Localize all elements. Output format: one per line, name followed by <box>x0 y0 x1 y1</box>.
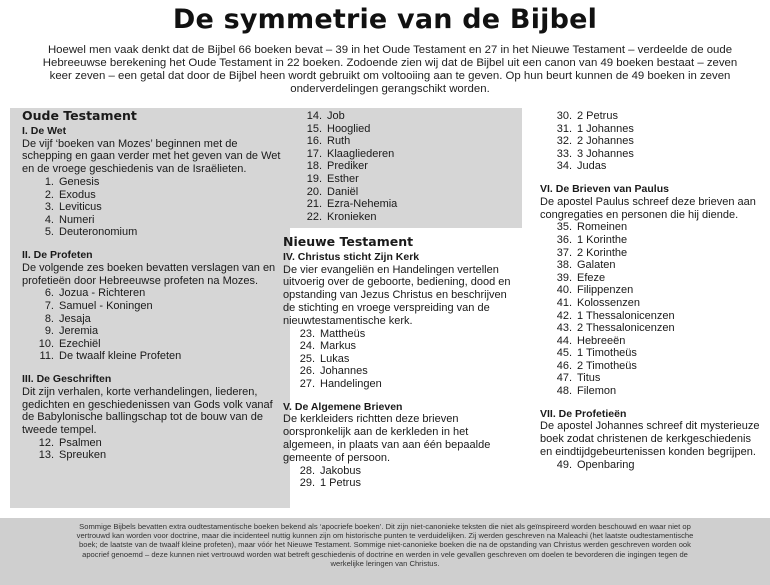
list-item: 8. Jesaja <box>44 312 91 325</box>
book-list-profetieen <box>540 459 760 472</box>
ot-heading: Oude Testament <box>22 108 137 123</box>
intro-paragraph: Hoewel men vaak denkt dat de Bijbel 66 boeken bevat – 39 in het Oude Testament en 27 in het Nieuwe Testament – verdeelde de oude Hebreeuwse berekening het Oude Testament in 22 boeken. Zodoende zien wij dat de Bijbel uit een canon van 49 boeken bestaat – zeven keer zeven – een getal dat door de Bijbel heen wordt gebruikt om voltooiing aan te geven. Op hun beurt kunnen de 49 boeken in zeven onderverdelingen gerangschikt worden. <box>42 44 738 95</box>
list-item: 18. Prediker <box>306 160 368 173</box>
list-item: 7. Samuel - Koningen <box>44 299 153 312</box>
list-item: 24. Markus <box>299 340 357 353</box>
list-item: 35. Romeinen <box>556 221 628 234</box>
section-wet-title: I. De Wet <box>22 124 67 137</box>
list-item: 45. 1 Timotheüs <box>556 347 637 360</box>
column-3 <box>540 110 760 481</box>
list-item: 39. Efeze <box>556 271 606 284</box>
list-item: 12. Psalmen <box>38 436 102 449</box>
section-christus-desc: De vier evangeliën en Handelingen vertellen uitvoerig over de geboorte, bediening, dood en opstanding van Jezus Christus en beschrijven de stichting en vroege verspreiding van de nieuwtestamentische kerk. <box>283 263 511 327</box>
list-item: 40. Filippenzen <box>556 284 634 297</box>
section-christus-title: IV. Christus sticht Zijn Kerk <box>283 250 420 263</box>
list-item: 16. Ruth <box>306 135 351 148</box>
book-list-profeten <box>22 287 282 363</box>
section-algemene-desc: De kerkleiders richtten deze brieven oorspronkelijk aan de kerkleden in het algemeen, in plaats van aan één bepaalde gemeente of persoon. <box>283 413 491 464</box>
section-paulus-desc: De apostel Paulus schreef deze brieven aan congregaties en personen die hij diende. <box>540 195 756 221</box>
list-item: 6. Jozua - Richteren <box>44 287 146 300</box>
section-wet-desc: De vijf ‘boeken van Mozes’ beginnen met de schepping en gaan verder met het geven van de Wet en de vroege geschiedenis van de Israëlieten. <box>22 137 281 176</box>
list-item: 49. Openbaring <box>556 458 635 471</box>
list-item: 30. 2 Petrus <box>556 110 618 122</box>
section-algemene-title: V. De Algemene Brieven <box>283 400 403 413</box>
list-item: 21. Ezra-Nehemia <box>306 198 398 211</box>
list-item: 28. Jakobus <box>299 464 361 477</box>
list-item: 44. Hebreeën <box>556 334 626 347</box>
list-item: 34. Judas <box>556 160 607 173</box>
list-item: 15. Hooglied <box>306 122 371 135</box>
list-item: 42. 1 Thessalonicenzen <box>556 309 675 322</box>
list-item: 25. Lukas <box>299 352 350 365</box>
column-2-bottom <box>283 236 518 500</box>
list-item: 14. Job <box>306 110 345 122</box>
list-item: 29. 1 Petrus <box>299 477 361 490</box>
list-item: 5. Deuteronomium <box>44 226 138 239</box>
list-item: 33. 3 Johannes <box>556 147 634 160</box>
list-item: 22. Kronieken <box>306 210 377 223</box>
column-1 <box>22 110 282 472</box>
list-item: 17. Klaagliederen <box>306 147 395 160</box>
list-item: 31. 1 Johannes <box>556 122 634 135</box>
list-item: 37. 2 Korinthe <box>556 246 628 259</box>
list-item: 1. Genesis <box>44 175 100 188</box>
list-item: 43. 2 Thessalonicenzen <box>556 322 675 335</box>
section-profetieen-title: VII. De Profetieën <box>540 407 627 420</box>
footnote-box <box>0 518 770 585</box>
list-item: 27. Handelingen <box>299 377 382 390</box>
book-list-christus <box>283 328 518 391</box>
list-item: 36. 1 Korinthe <box>556 233 628 246</box>
list-item: 26. Johannes <box>299 365 368 378</box>
section-geschriften-title: III. De Geschriften <box>22 372 112 385</box>
page-title: De symmetrie van de Bijbel <box>172 4 598 35</box>
section-profetieen-desc: De apostel Johannes schreef dit mysterieuze boek zodat christenen de kerkgeschiedenis en eindtijdgebeurtenissen konden begrijpen. <box>540 420 760 459</box>
list-item: 11. De twaalf kleine Profeten <box>39 350 182 363</box>
nt-heading: Nieuwe Testament <box>283 234 414 249</box>
list-item: 2. Exodus <box>44 188 96 201</box>
list-item: 19. Esther <box>306 172 359 185</box>
section-paulus-title: VI. De Brieven van Paulus <box>540 182 669 195</box>
list-item: 47. Titus <box>556 372 601 385</box>
list-item: 46. 2 Timotheüs <box>556 359 637 372</box>
book-list-algemene <box>283 465 518 490</box>
book-list-geschriften <box>22 437 282 462</box>
section-profeten-desc: De volgende zes boeken bevatten verslagen van en profetieën door Hebreeuwse profeten na Mozes. <box>22 261 276 287</box>
book-list-wet <box>22 176 282 239</box>
book-list-geschriften-cont <box>290 110 515 223</box>
list-item: 10. Ezechiël <box>38 337 101 350</box>
column-2-top <box>290 110 515 233</box>
section-profeten-title: II. De Profeten <box>22 248 93 261</box>
book-list-algemene-cont <box>540 110 760 173</box>
list-item: 38. Galaten <box>556 259 616 272</box>
footnote-text: Sommige Bijbels bevatten extra oudtestamentische boeken bekend als ‘apocriefe boeken’. Dit zijn niet-canonieke teksten die niet als geïnspireerd worden beschouwd en waar niet op vertrouwd kan worden voor doctrine, maar die incidenteel nuttig kunnen zijn om historische punten te verduidelijken. Zij werden geschreven na Maleachi (het laatste oudtestamentische boek; de laatste van de twaalf kleine profeten), maar vóór het Nieuwe Testament. Sommige niet-canonieke boeken die na de opstanding van Christus werden geschreven worden ook apocrief genoemd – deze kunnen niet vertrouwd worden wat betreft geschiedenis of doctrine en werden in vele gevallen geschreven om doelen te bevorderen die ingingen tegen de werkelijke leringen van Christus. <box>76 522 694 568</box>
list-item: 9. Jeremia <box>44 325 99 338</box>
list-item: 32. 2 Johannes <box>556 135 634 148</box>
book-list-paulus <box>540 221 760 397</box>
list-item: 4. Numeri <box>44 213 95 226</box>
list-item: 20. Daniël <box>306 185 359 198</box>
section-geschriften-desc: Dit zijn verhalen, korte verhandelingen, liederen, gedichten en geschiedenissen van Gods volk vanaf de Babylonische ballingschap tot de bouw van de tweede tempel. <box>22 385 273 437</box>
list-item: 48. Filemon <box>556 385 617 398</box>
list-item: 3. Leviticus <box>44 201 102 214</box>
list-item: 41. Kolossenzen <box>556 296 640 309</box>
list-item: 13. Spreuken <box>38 449 107 462</box>
list-item: 23. Mattheüs <box>299 327 366 340</box>
